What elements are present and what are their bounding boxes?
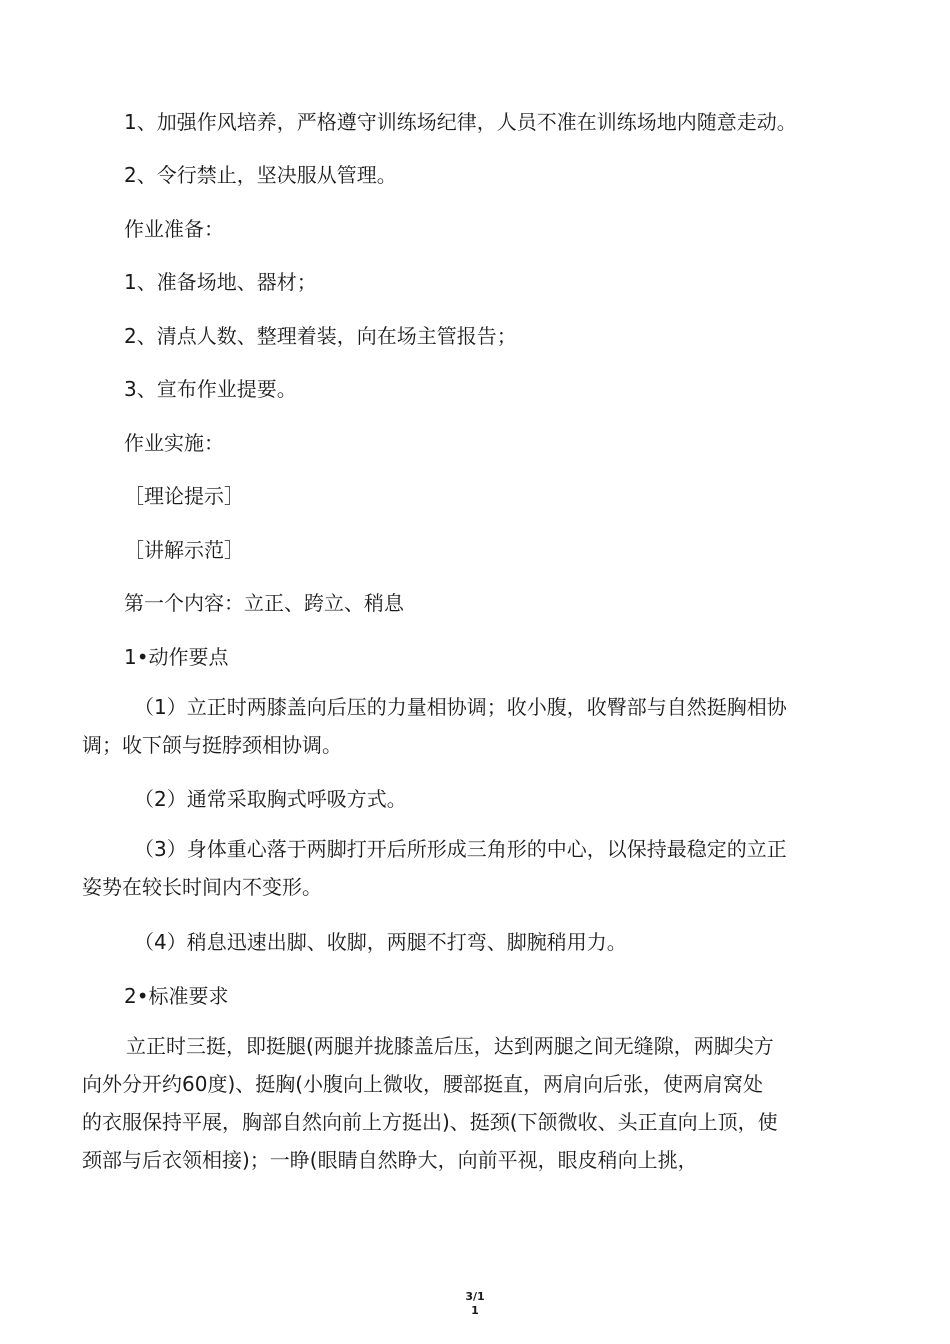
standard-line-4: 颈部与后衣领相接)；一睁(眼睛自然睁大，向前平视，眼皮稍向上挑， [82,1148,698,1172]
action-point-3-line-2: 姿势在较长时间内不变形。 [82,875,322,899]
standard-line-3: 的衣服保持平展，胸部自然向前上方挺出)、挺颈(下颌微收、头正直向上顶，使 [82,1110,778,1134]
section-heading-implementation: 作业实施： [124,431,224,455]
bracket-heading-theory: ［理论提示］ [124,484,244,508]
rule-item-2: 2、令行禁止，坚决服从管理。 [124,163,397,187]
action-point-1-line-2: 调；收下颌与挺脖颈相协调。 [82,733,342,757]
page-number-line-1: 3/1 [465,1290,485,1303]
action-point-1-line-1: （1）立正时两膝盖向后压的力量相协调；收小腹，收臀部与自然挺胸相协 [134,695,787,719]
standard-line-2: 向外分开约60度)、挺胸(小腹向上微收，腰部挺直，两肩向后张，使两肩窝处 [82,1072,764,1096]
section-heading-preparation: 作业准备： [124,217,224,241]
page-number [0,1290,950,1318]
prep-item-1: 1、准备场地、器材； [124,270,317,294]
action-point-3-line-1: （3）身体重心落于两脚打开后所形成三角形的中心，以保持最稳定的立正 [134,837,787,861]
action-point-4: （4）稍息迅速出脚、收脚，两腿不打弯、脚腕稍用力。 [134,930,627,954]
prep-item-2: 2、清点人数、整理着装，向在场主管报告； [124,324,517,348]
standard-line-1: 立正时三挺，即挺腿(两腿并拢膝盖后压，达到两腿之间无缝隙，两脚尖方 [126,1034,774,1058]
action-point-2: （2）通常采取胸式呼吸方式。 [134,787,407,811]
action-point-3 [82,830,787,906]
page-number-line-2: 1 [471,1304,479,1317]
bracket-heading-demo: ［讲解示范］ [124,538,244,562]
standard-requirements-paragraph [82,1027,778,1179]
action-point-1 [82,688,787,764]
subheading-standard-requirements: 2•标准要求 [124,984,229,1008]
content-heading-1: 第一个内容：立正、跨立、稍息 [124,591,404,615]
prep-item-3: 3、宣布作业提要。 [124,377,297,401]
subheading-action-points: 1•动作要点 [124,645,229,669]
rule-item-1: 1、加强作风培养，严格遵守训练场纪律，人员不准在训练场地内随意走动。 [124,110,797,134]
